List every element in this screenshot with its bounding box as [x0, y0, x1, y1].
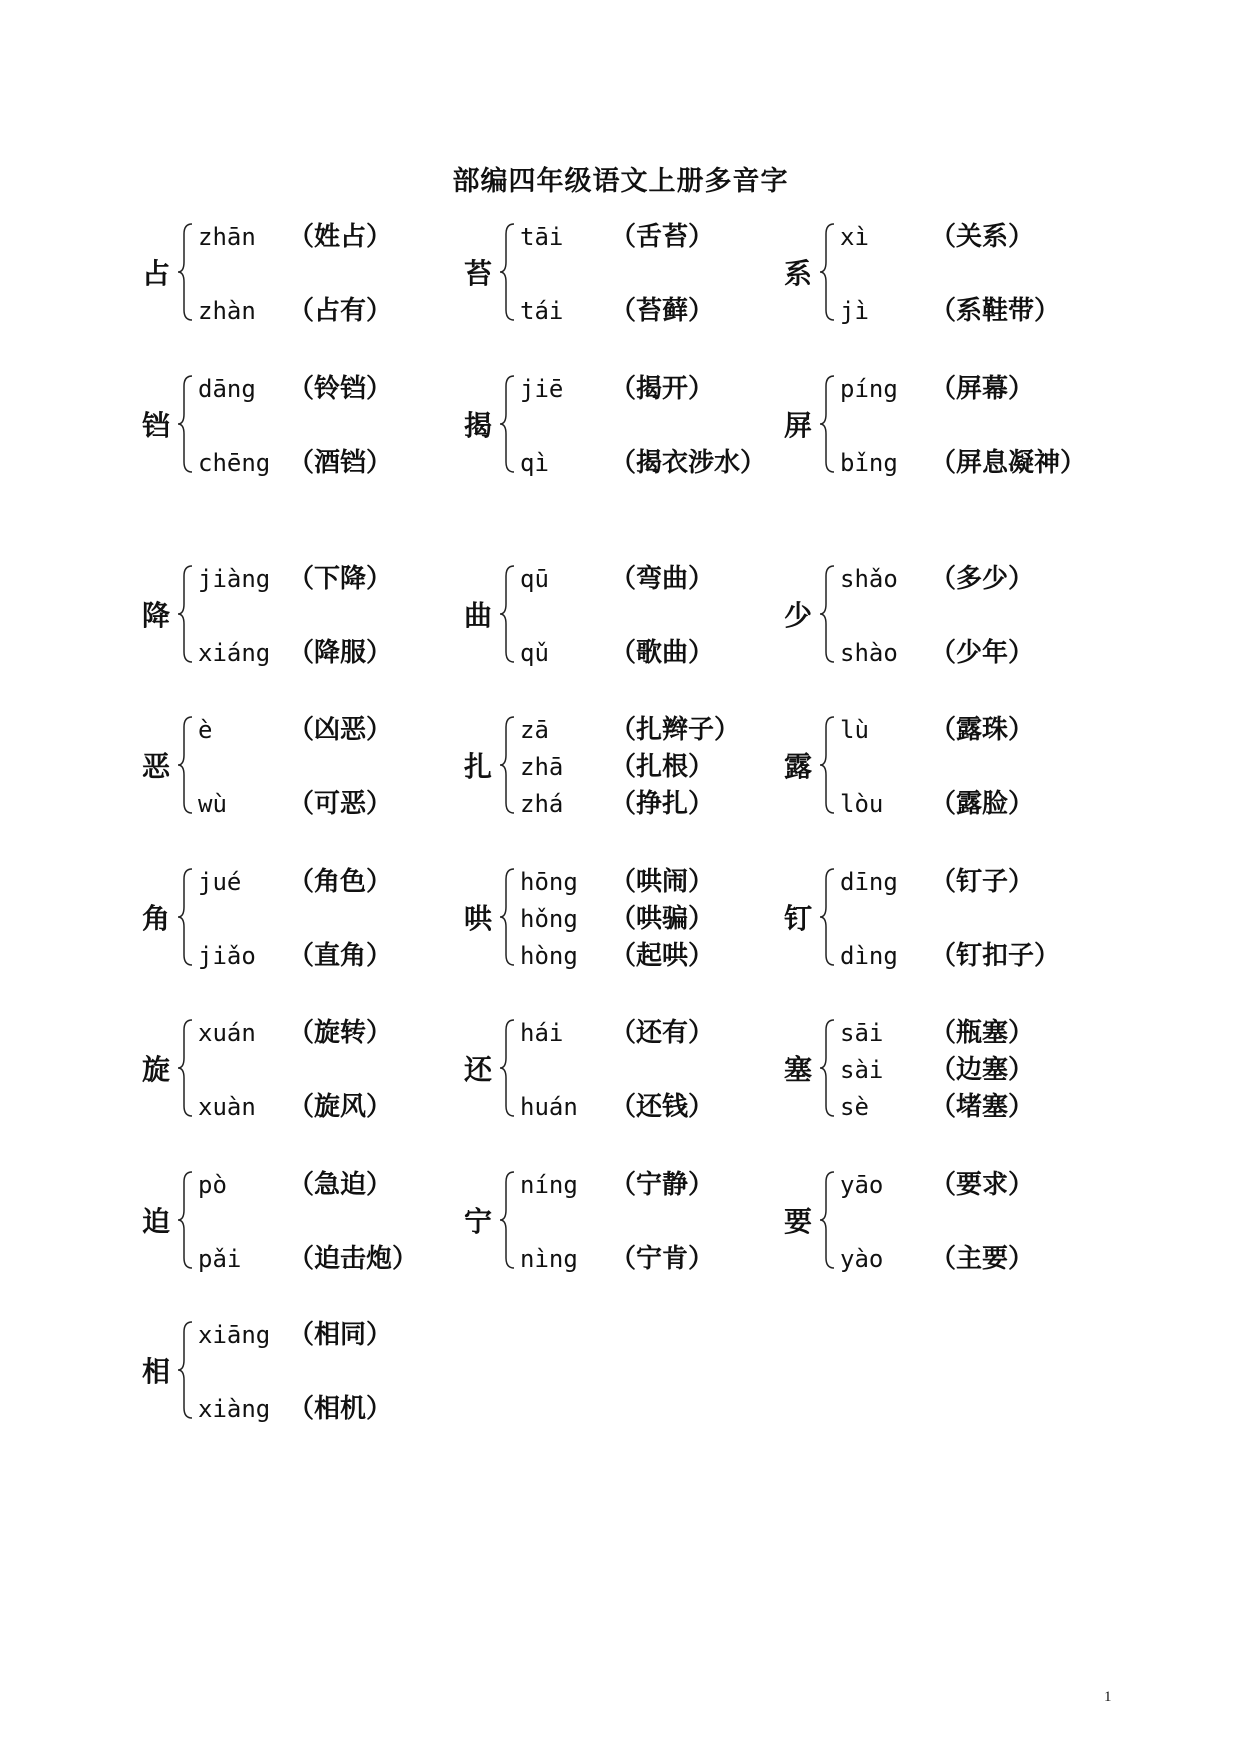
reading-line: [198, 1392, 392, 1426]
pinyin: xuàn: [198, 1093, 256, 1121]
pinyin: sè: [840, 1093, 869, 1121]
pinyin: zhàn: [198, 297, 256, 325]
reading-line: [840, 636, 1034, 670]
pinyin: sài: [840, 1056, 884, 1084]
reading-line: [198, 787, 392, 821]
polyphone-entry: [778, 562, 1158, 672]
pinyin: sāi: [840, 1019, 884, 1047]
pinyin: xiàng: [198, 1395, 271, 1423]
reading-line: [520, 562, 714, 596]
reading-list: [840, 220, 1160, 330]
example-word: （屏息凝神）: [930, 448, 1087, 478]
pinyin: xiáng: [198, 639, 271, 667]
example-word: （露脸）: [930, 789, 1035, 819]
curly-brace-icon: [176, 564, 194, 664]
entry-character: 要: [783, 1205, 812, 1238]
reading-line: [520, 220, 714, 254]
reading-list: [840, 865, 1160, 975]
entry-character: 角: [141, 902, 170, 935]
pinyin: yāo: [840, 1171, 884, 1199]
reading-line: [520, 939, 714, 973]
polyphone-entry: [136, 1318, 516, 1428]
entry-character: 相: [141, 1355, 170, 1388]
reading-line: [198, 294, 392, 328]
example-word: （相机）: [288, 1394, 393, 1424]
pinyin: zā: [520, 716, 549, 744]
entry-character: 系: [783, 257, 812, 290]
pinyin: píng: [840, 375, 898, 403]
example-word: （姓占）: [288, 222, 393, 252]
curly-brace-icon: [176, 222, 194, 322]
curly-brace-icon: [498, 715, 516, 815]
reading-line: [520, 902, 714, 936]
reading-line: [840, 1053, 1034, 1087]
reading-line: [198, 1242, 418, 1276]
curly-brace-icon: [818, 222, 836, 322]
pinyin: lòu: [840, 790, 884, 818]
entry-character: 苔: [463, 257, 492, 290]
example-word: （揭衣涉水）: [610, 448, 767, 478]
reading-line: [198, 939, 392, 973]
page-title: 部编四年级语文上册多音字: [452, 166, 789, 197]
pinyin: zhā: [520, 753, 564, 781]
example-word: （急迫）: [288, 1170, 393, 1200]
reading-line: [520, 372, 714, 406]
curly-brace-icon: [818, 1018, 836, 1118]
pinyin: tāi: [520, 223, 564, 251]
reading-list: [840, 1016, 1160, 1126]
reading-line: [520, 1242, 714, 1276]
example-word: （系鞋带）: [930, 296, 1061, 326]
entry-character: 还: [463, 1053, 492, 1086]
curly-brace-icon: [176, 374, 194, 474]
entry-character: 扎: [463, 750, 492, 783]
curly-brace-icon: [498, 867, 516, 967]
pinyin: jiē: [520, 375, 564, 403]
curly-brace-icon: [498, 1170, 516, 1270]
curly-brace-icon: [818, 1170, 836, 1270]
reading-line: [520, 446, 766, 480]
pinyin: qǔ: [520, 639, 549, 667]
example-word: （主要）: [930, 1244, 1035, 1274]
pinyin: pǎi: [198, 1245, 242, 1273]
example-word: （钉扣子）: [930, 941, 1061, 971]
pinyin: bǐng: [840, 449, 898, 477]
pinyin: hòng: [520, 942, 578, 970]
pinyin: jiàng: [198, 565, 271, 593]
entry-character: 降: [141, 599, 170, 632]
pinyin: xiāng: [198, 1321, 271, 1349]
pinyin: tái: [520, 297, 564, 325]
curly-brace-icon: [818, 715, 836, 815]
reading-line: [840, 865, 1034, 899]
reading-list: [840, 1168, 1160, 1278]
polyphone-entry: [778, 372, 1158, 482]
pinyin: jiǎo: [198, 942, 256, 970]
example-word: （露珠）: [930, 715, 1035, 745]
example-word: （降服）: [288, 638, 393, 668]
example-word: （舌苔）: [610, 222, 715, 252]
entry-character: 迫: [141, 1205, 170, 1238]
example-word: （角色）: [288, 867, 393, 897]
reading-line: [840, 562, 1034, 596]
reading-line: [198, 1090, 392, 1124]
example-word: （占有）: [288, 296, 393, 326]
reading-line: [520, 1090, 714, 1124]
entry-character: 少: [783, 599, 812, 632]
entry-character: 揭: [463, 409, 492, 442]
reading-line: [198, 865, 392, 899]
pinyin: pò: [198, 1171, 227, 1199]
pinyin: dīng: [840, 868, 898, 896]
reading-line: [840, 372, 1034, 406]
curly-brace-icon: [818, 374, 836, 474]
example-word: （揭开）: [610, 374, 715, 404]
polyphone-entry: [778, 1168, 1158, 1278]
example-word: （旋风）: [288, 1092, 393, 1122]
curly-brace-icon: [176, 1170, 194, 1270]
pinyin: shǎo: [840, 565, 898, 593]
pinyin: dāng: [198, 375, 256, 403]
reading-line: [520, 1168, 714, 1202]
example-word: （钉子）: [930, 867, 1035, 897]
reading-line: [840, 220, 1034, 254]
curly-brace-icon: [176, 867, 194, 967]
entry-character: 曲: [463, 599, 492, 632]
example-word: （弯曲）: [610, 564, 715, 594]
reading-line: [840, 939, 1060, 973]
example-word: （起哄）: [610, 941, 715, 971]
reading-line: [840, 1168, 1034, 1202]
reading-line: [520, 294, 714, 328]
reading-line: [198, 446, 392, 480]
example-word: （还有）: [610, 1018, 715, 1048]
pinyin: zhá: [520, 790, 564, 818]
example-word: （挣扎）: [610, 789, 715, 819]
curly-brace-icon: [818, 867, 836, 967]
pinyin: hǒng: [520, 905, 578, 933]
example-word: （铃铛）: [288, 374, 393, 404]
example-word: （酒铛）: [288, 448, 393, 478]
polyphone-entry: [778, 865, 1158, 975]
example-word: （哄骗）: [610, 904, 715, 934]
pinyin: huán: [520, 1093, 578, 1121]
example-word: （要求）: [930, 1170, 1035, 1200]
reading-line: [198, 1168, 392, 1202]
page-number: 1: [1104, 1689, 1112, 1705]
example-word: （瓶塞）: [930, 1018, 1035, 1048]
example-word: （宁静）: [610, 1170, 715, 1200]
pinyin: jué: [198, 868, 242, 896]
example-word: （屏幕）: [930, 374, 1035, 404]
reading-line: [840, 1090, 1034, 1124]
entry-character: 屏: [783, 409, 812, 442]
pinyin: shào: [840, 639, 898, 667]
entry-character: 铛: [141, 409, 170, 442]
example-word: （苔藓）: [610, 296, 715, 326]
entry-character: 塞: [783, 1053, 812, 1086]
entry-character: 钉: [783, 902, 812, 935]
curly-brace-icon: [498, 374, 516, 474]
curly-brace-icon: [498, 564, 516, 664]
reading-line: [840, 446, 1086, 480]
example-word: （旋转）: [288, 1018, 393, 1048]
example-word: （凶恶）: [288, 715, 393, 745]
reading-line: [840, 294, 1060, 328]
example-word: （下降）: [288, 564, 393, 594]
pinyin: xuán: [198, 1019, 256, 1047]
pinyin: zhān: [198, 223, 256, 251]
polyphone-entry: [778, 1016, 1158, 1126]
pinyin: lù: [840, 716, 869, 744]
reading-line: [520, 750, 714, 784]
polyphone-entry: [778, 220, 1158, 330]
pinyin: jì: [840, 297, 869, 325]
pinyin: dìng: [840, 942, 898, 970]
reading-line: [520, 865, 714, 899]
pinyin: xì: [840, 223, 869, 251]
polyphone-entry: [778, 713, 1158, 823]
example-word: （还钱）: [610, 1092, 715, 1122]
reading-list: [840, 713, 1160, 823]
reading-line: [198, 372, 392, 406]
pinyin: nìng: [520, 1245, 578, 1273]
example-word: （歌曲）: [610, 638, 715, 668]
reading-line: [840, 1016, 1034, 1050]
curly-brace-icon: [498, 222, 516, 322]
example-word: （扎根）: [610, 752, 715, 782]
reading-line: [520, 1016, 714, 1050]
example-word: （相同）: [288, 1320, 393, 1350]
reading-line: [198, 1318, 392, 1352]
reading-line: [198, 1016, 392, 1050]
pinyin: qì: [520, 449, 549, 477]
example-word: （少年）: [930, 638, 1035, 668]
curly-brace-icon: [818, 564, 836, 664]
pinyin: níng: [520, 1171, 578, 1199]
reading-line: [520, 713, 740, 747]
reading-list: [840, 562, 1160, 672]
example-word: （堵塞）: [930, 1092, 1035, 1122]
pinyin: chēng: [198, 449, 271, 477]
curly-brace-icon: [498, 1018, 516, 1118]
pinyin: è: [198, 716, 213, 744]
reading-line: [198, 562, 392, 596]
example-word: （边塞）: [930, 1055, 1035, 1085]
curly-brace-icon: [176, 1018, 194, 1118]
entry-character: 恶: [141, 750, 170, 783]
example-word: （直角）: [288, 941, 393, 971]
entry-character: 旋: [141, 1053, 170, 1086]
reading-line: [520, 787, 714, 821]
reading-line: [198, 713, 392, 747]
pinyin: wù: [198, 790, 227, 818]
example-word: （宁肯）: [610, 1244, 715, 1274]
curly-brace-icon: [176, 1320, 194, 1420]
entry-character: 占: [141, 257, 170, 290]
reading-list: [840, 372, 1160, 482]
reading-line: [198, 636, 392, 670]
example-word: （扎辫子）: [610, 715, 741, 745]
pinyin: yào: [840, 1245, 884, 1273]
example-word: （哄闹）: [610, 867, 715, 897]
reading-line: [198, 220, 392, 254]
reading-line: [520, 636, 714, 670]
reading-line: [840, 713, 1034, 747]
reading-line: [840, 1242, 1034, 1276]
entry-character: 露: [783, 750, 812, 783]
entry-character: 哄: [463, 902, 492, 935]
reading-line: [840, 787, 1034, 821]
pinyin: hái: [520, 1019, 564, 1047]
example-word: （关系）: [930, 222, 1035, 252]
pinyin: qū: [520, 565, 549, 593]
reading-list: [198, 1318, 518, 1428]
example-word: （多少）: [930, 564, 1035, 594]
example-word: （迫击炮）: [288, 1244, 419, 1274]
curly-brace-icon: [176, 715, 194, 815]
pinyin: hōng: [520, 868, 578, 896]
example-word: （可恶）: [288, 789, 393, 819]
entry-character: 宁: [463, 1205, 492, 1238]
